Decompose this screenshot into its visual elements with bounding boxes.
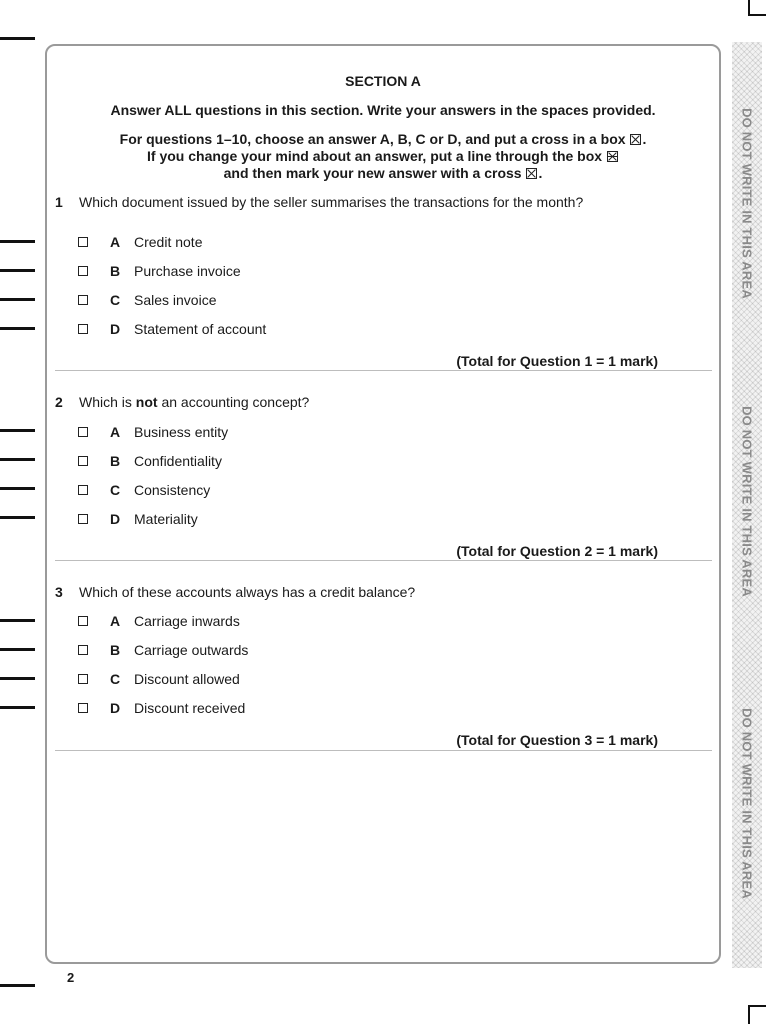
instructions-line-2: For questions 1–10, choose an answer A, B, C or D, and put a cross in a box .: [119, 131, 647, 147]
corner-mark-bottom: [748, 1005, 750, 1024]
section-title: SECTION A: [345, 73, 421, 89]
corner-mark-top: [748, 14, 766, 16]
margin-tick: [0, 429, 35, 432]
option-text: Purchase invoice: [134, 263, 241, 279]
question-text: Which of these accounts always has a credit balance?: [79, 584, 416, 600]
option-3b[interactable]: [78, 641, 248, 659]
option-2d[interactable]: [78, 510, 198, 528]
option-text: Carriage outwards: [134, 642, 249, 658]
corner-mark-bottom: [748, 1005, 766, 1007]
answer-frame: [45, 44, 721, 964]
option-letter: D: [110, 321, 121, 337]
option-letter: C: [110, 292, 121, 308]
margin-tick: [0, 269, 35, 272]
answer-checkbox[interactable]: [78, 266, 88, 276]
margin-tick: [0, 240, 35, 243]
option-1a[interactable]: [78, 233, 202, 251]
question-text: Which document issued by the seller summarises the transactions for the month?: [79, 194, 584, 210]
corner-mark-top: [748, 0, 750, 16]
do-not-write-label: DO NOT WRITE IN THIS AREA: [739, 708, 755, 899]
answer-checkbox[interactable]: [78, 427, 88, 437]
option-text: Confidentiality: [134, 453, 222, 469]
option-text: Sales invoice: [134, 292, 217, 308]
option-2b[interactable]: [78, 452, 222, 470]
option-letter: D: [110, 511, 121, 527]
option-text: Statement of account: [134, 321, 267, 337]
struck-cross-box-icon: [607, 151, 618, 162]
option-2c[interactable]: [78, 481, 210, 499]
option-letter: A: [110, 234, 121, 250]
option-text: Business entity: [134, 424, 229, 440]
question-total: (Total for Question 3 = 1 mark): [456, 732, 658, 748]
option-1b[interactable]: [78, 262, 241, 280]
option-text: Credit note: [134, 234, 203, 250]
answer-checkbox[interactable]: [78, 456, 88, 466]
margin-tick: [0, 327, 35, 330]
option-letter: C: [110, 671, 121, 687]
option-letter: A: [110, 613, 121, 629]
do-not-write-label: DO NOT WRITE IN THIS AREA: [739, 108, 755, 299]
option-text: Carriage inwards: [134, 613, 240, 629]
answer-checkbox[interactable]: [78, 674, 88, 684]
cross-box-icon: [630, 134, 641, 145]
option-3a[interactable]: [78, 612, 240, 630]
option-2a[interactable]: [78, 423, 228, 441]
divider: [55, 560, 712, 561]
option-3d[interactable]: [78, 699, 245, 717]
margin-tick: [0, 648, 35, 651]
instructions-line-3: If you change your mind about an answer, put a line through the box: [45, 148, 721, 164]
margin-tick: [0, 619, 35, 622]
option-1c[interactable]: [78, 291, 217, 309]
answer-checkbox[interactable]: [78, 616, 88, 626]
question-total: (Total for Question 1 = 1 mark): [456, 353, 658, 369]
margin-tick: [0, 706, 35, 709]
answer-checkbox[interactable]: [78, 703, 88, 713]
question-total: (Total for Question 2 = 1 mark): [456, 543, 658, 559]
divider: [55, 370, 712, 371]
option-text: Consistency: [134, 482, 211, 498]
option-letter: B: [110, 453, 121, 469]
question-number: 1: [55, 194, 63, 210]
option-letter: B: [110, 642, 121, 658]
option-letter: C: [110, 482, 121, 498]
answer-checkbox[interactable]: [78, 324, 88, 334]
margin-tick: [0, 487, 35, 490]
answer-checkbox[interactable]: [78, 645, 88, 655]
option-3c[interactable]: [78, 670, 240, 688]
margin-tick: [0, 458, 35, 461]
margin-tick: [0, 298, 35, 301]
instructions-line-4: and then mark your new answer with a cross .: [223, 165, 543, 181]
answer-checkbox[interactable]: [78, 237, 88, 247]
cross-box-icon: [526, 168, 537, 179]
option-letter: D: [110, 700, 121, 716]
question-number: 2: [55, 394, 63, 410]
margin-tick: [0, 37, 35, 40]
do-not-write-label: DO NOT WRITE IN THIS AREA: [739, 406, 755, 597]
option-1d[interactable]: [78, 320, 266, 338]
margin-tick: [0, 677, 35, 680]
option-letter: A: [110, 424, 121, 440]
option-text: Discount received: [134, 700, 246, 716]
answer-checkbox[interactable]: [78, 514, 88, 524]
instructions-line-1: Answer ALL questions in this section. Write your answers in the spaces provided.: [110, 102, 656, 118]
margin-tick: [0, 984, 35, 987]
option-text: Materiality: [134, 511, 198, 527]
answer-checkbox[interactable]: [78, 485, 88, 495]
answer-checkbox[interactable]: [78, 295, 88, 305]
question-number: 3: [55, 584, 63, 600]
option-letter: B: [110, 263, 121, 279]
page-number: 2: [67, 970, 75, 985]
question-text: Which is not an accounting concept?: [79, 394, 310, 410]
divider: [55, 750, 712, 751]
option-text: Discount allowed: [134, 671, 240, 687]
margin-tick: [0, 516, 35, 519]
